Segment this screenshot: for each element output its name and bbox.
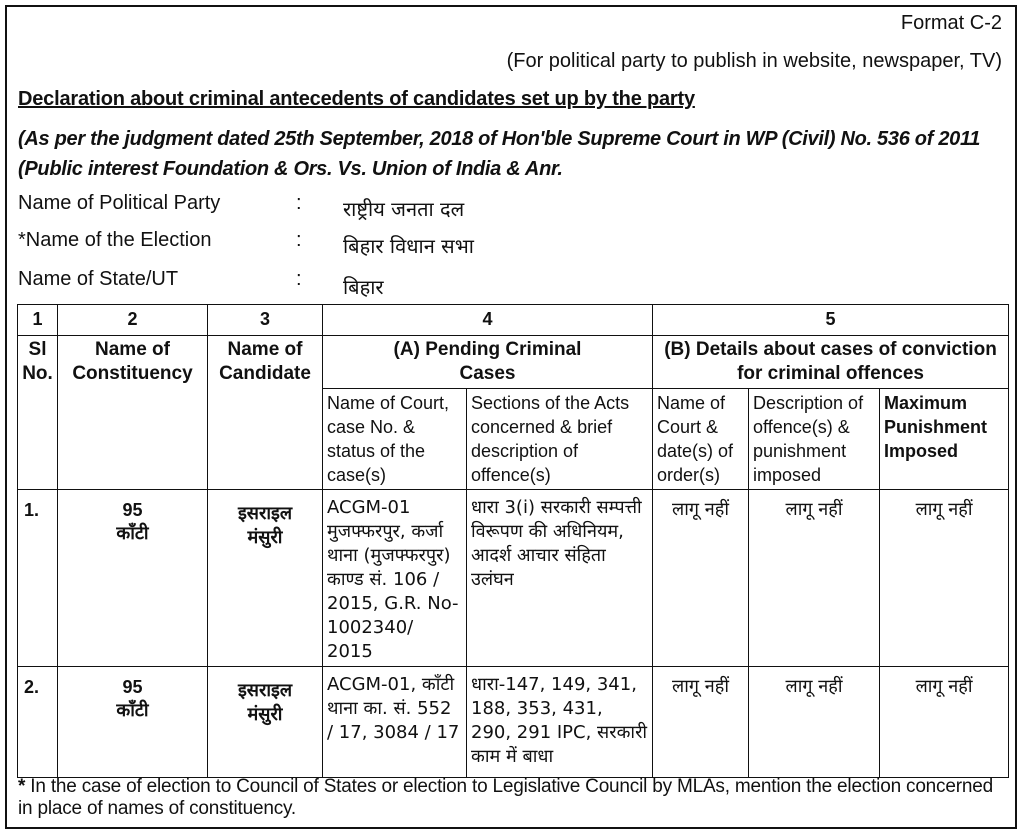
candidate-last-name: मंसुरी xyxy=(247,527,283,548)
meta-colon: : xyxy=(296,268,302,290)
meta-value-party: राष्ट्रीय जनता दल xyxy=(343,197,465,221)
header-pending-cases: (A) Pending Criminal Cases xyxy=(323,336,653,389)
row-sl: 2. xyxy=(18,667,58,778)
format-code: Format C-2 xyxy=(900,12,1002,34)
subheader-max-punishment: Maximum Punishment Imposed xyxy=(880,389,1009,490)
candidate-first-name: इसराइल xyxy=(237,680,293,701)
constituency-number: 95 xyxy=(122,500,143,520)
row-description: लागू नहीं xyxy=(749,667,880,778)
row-max-punishment: लागू नहीं xyxy=(880,667,1009,778)
candidate-first-name: इसराइल xyxy=(237,503,293,524)
meta-label: *Name of the Election xyxy=(18,229,212,251)
col-number: 2 xyxy=(58,305,208,336)
col-number: 1 xyxy=(18,305,58,336)
col-number: 3 xyxy=(208,305,323,336)
col-number: 4 xyxy=(323,305,653,336)
candidate-last-name: मंसुरी xyxy=(247,704,283,725)
row-candidate xyxy=(208,490,323,667)
meta-value-election: बिहार विधान सभा xyxy=(343,234,474,258)
column-number-row xyxy=(18,305,1009,336)
header-sl: Sl No. xyxy=(18,336,58,490)
footnote xyxy=(18,776,1010,820)
candidates-table xyxy=(17,304,1009,778)
subheader-court-date: Name of Court & date(s) of order(s) xyxy=(653,389,749,490)
publish-note: (For political party to publish in website, newspaper, TV) xyxy=(506,50,1002,72)
row-sl: 1. xyxy=(18,490,58,667)
row-court-date: लागू नहीं xyxy=(653,667,749,778)
row-court-date: लागू नहीं xyxy=(653,490,749,667)
constituency-name: काँटी xyxy=(116,700,149,721)
row-sections: धारा 3(i) सरकारी सम्पत्ती विरूपण की अधिनियम, आदर्श आचार संहिता उलंघन xyxy=(467,490,653,667)
judgment-reference: (As per the judgment dated 25th September, 2018 of Hon'ble Supreme Court in WP (Civil) No. 536 of 2011 (Public interest Foundation & Ors. Vs. Union of India & Anr. xyxy=(18,128,981,180)
constituency-number: 95 xyxy=(122,677,143,697)
col-number: 5 xyxy=(653,305,1009,336)
row-candidate xyxy=(208,667,323,778)
meta-label: Name of Political Party xyxy=(18,192,221,214)
constituency-name: काँटी xyxy=(116,523,149,544)
header-constituency: Name of Constituency xyxy=(58,336,208,490)
page-title: Declaration about criminal antecedents of candidates set up by the party xyxy=(18,88,695,110)
meta-value-state: बिहार xyxy=(343,275,384,299)
footnote-star: * xyxy=(18,776,26,797)
subheader-court-case: Name of Court, case No. & status of the case(s) xyxy=(323,389,467,490)
meta-label: Name of State/UT xyxy=(18,268,179,290)
subheader-sections: Sections of the Acts concerned & brief description of offence(s) xyxy=(467,389,653,490)
row-court-case: ACGM-01 मुजफ्फरपुर, कर्जा थाना (मुजफ्फरपुर) काण्ड सं. 106 / 2015, G.R. No-1002340/ 2015 xyxy=(323,490,467,667)
table-row xyxy=(18,490,1009,667)
meta-colon: : xyxy=(296,229,302,251)
subheader-description: Description of offence(s) & punishment imposed xyxy=(749,389,880,490)
header-row xyxy=(18,336,1009,389)
header-candidate: Name of Candidate xyxy=(208,336,323,490)
meta-colon: : xyxy=(296,192,302,214)
table-row xyxy=(18,667,1009,778)
row-sections: धारा-147, 149, 341, 188, 353, 431, 290, 291 IPC, सरकारी काम में बाधा xyxy=(467,667,653,778)
footnote-text: In the case of election to Council of States or election to Legislative Council by MLAs, mention the election concerned in place of names of constituency. xyxy=(18,776,993,819)
row-court-case: ACGM-01, काँटी थाना का. सं. 552 / 17, 3084 / 17 xyxy=(323,667,467,778)
row-constituency xyxy=(58,667,208,778)
row-max-punishment: लागू नहीं xyxy=(880,490,1009,667)
header-conviction: (B) Details about cases of conviction for criminal offences xyxy=(653,336,1009,389)
row-description: लागू नहीं xyxy=(749,490,880,667)
row-constituency xyxy=(58,490,208,667)
